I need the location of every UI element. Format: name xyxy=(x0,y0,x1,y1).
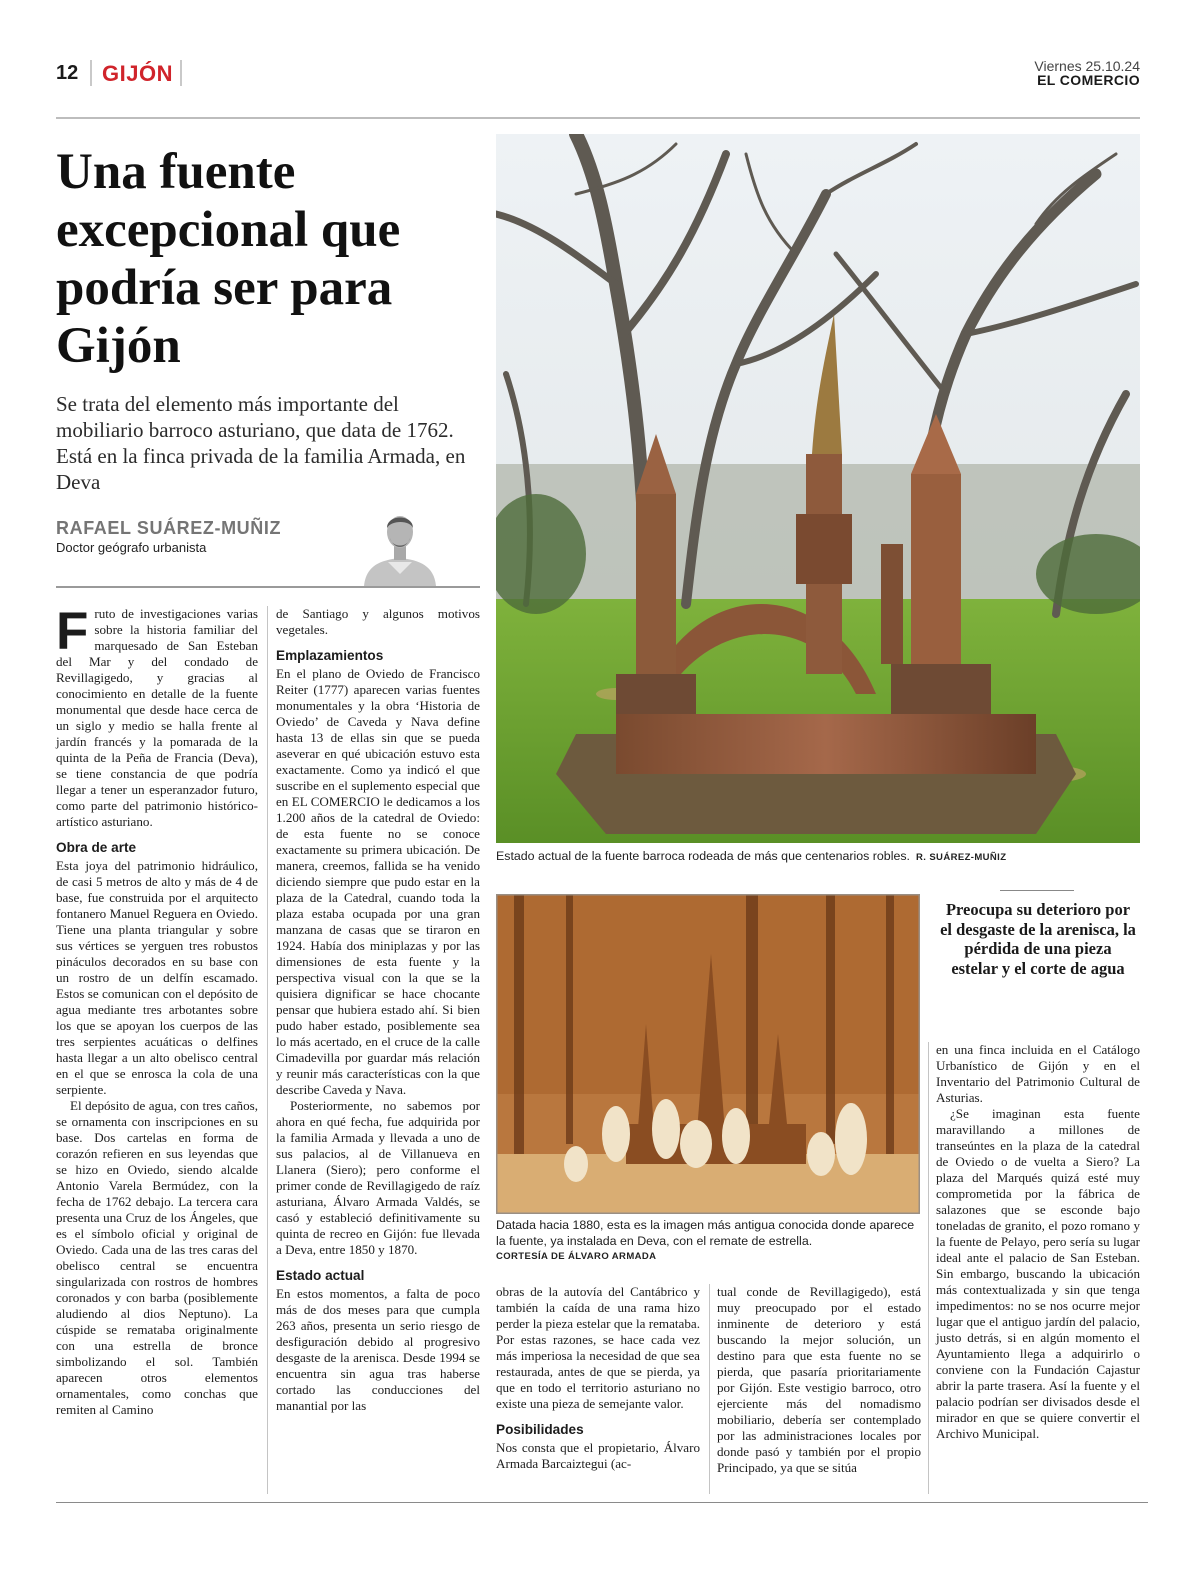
body-column-5 xyxy=(936,1042,1140,1442)
drop-cap: F xyxy=(56,602,89,661)
body-paragraph: obras de la autovía del Cantábrico y también la caída de una rama hizo perder la pieza estelar que la remataba. Por estas razones, se hace cada vez más imperiosa la necesidad de que sea restaurada, antes de que se pierda, ya que en todo el territorio asturiano no existe una pieza de semejante valor. xyxy=(496,1284,700,1411)
header-rule xyxy=(56,117,1140,119)
author-photo xyxy=(358,502,442,586)
paragraph-text: ruto de investigaciones varias sobre la historia familiar del marquesado de San Esteban del Mar y del condado de Revillagigedo, y gracias al conocimiento en detalle de la fuente monumental que desde hace cerca de un siglo y medio se halla frente al jardín francés y la pomarada de la quinta de la Peña de Francia (Deva), se tiene constancia de que podría llegar a tener un esperanzador futuro, como parte del patrimonio histórico-artístico asturiano. xyxy=(56,606,258,829)
pull-quote: Preocupa su deterioro por el desgaste de la arenisca, la pérdida de una pieza estelar y el corte de agua xyxy=(940,900,1136,978)
section-name: GIJÓN xyxy=(102,61,173,86)
body-paragraph: Posteriormente, no sabemos por ahora en qué fecha, fue adquirida por la familia Armada y llevada a uno de sus palacios, al de Villanueva en Llanera (Siero); pero conforme el primer conde de Revillagigedo de raíz asturiana, Álvaro Armada Valdés, se casó y estableció definitivamente su quinta de recreo en Gijón: fue llevada a Deva, entre 1850 y 1870. xyxy=(276,1098,480,1257)
subheadline: Se trata del elemento más importante del mobiliario barroco asturiano, que data de 1762. Está en la finca privada de la familia Armada, en Deva xyxy=(56,392,466,494)
body-paragraph: Esta joya del patrimonio hidráulico, de casi 5 metros de alto y más de 4 de base, fue construida por el arquitecto fontanero Manuel Reguera en Oviedo. Tiene una planta triangular y sobre sus vértices se yerguen tres robustos pináculos decorados en su base con un rostro de un delfín escamado. Estos se comunican con el depósito de agua mediante tres arbotantes sobre los que se apoyan los cuerpos de las tres serpientes acuáticas o delfines hasta llegar a un alto obelisco central en el que se enrosca la cola de una serpiente. xyxy=(56,858,258,1097)
body-column-1 xyxy=(56,602,258,1418)
body-paragraph: tual conde de Revillagigedo), está muy preocupado por el estado inminente de deterioro y está buscando la mejor solución, un destino para que esta fuente no se pierda, que pasaría prioritariamente por Gijón. Este vestigio barroco, otro ejerciente más del nomadismo mobiliario, debería ser contemplado por las administraciones locales por donde pasó y también por el propio Principado, ya que se sitúa xyxy=(717,1284,921,1475)
author-name: RAFAEL SUÁREZ-MUÑIZ xyxy=(56,518,282,538)
column-rule xyxy=(267,606,268,1494)
header-divider xyxy=(180,60,182,86)
fountain-photo xyxy=(496,134,1140,843)
pull-quote-rule xyxy=(1000,890,1074,891)
photo-credit: CORTESÍA DE ÁLVARO ARMADA xyxy=(496,1251,657,1262)
body-paragraph xyxy=(56,602,258,830)
historic-photo-caption xyxy=(496,1218,920,1265)
newspaper-name: EL COMERCIO xyxy=(1037,72,1140,88)
issue-date: Viernes 25.10.24 xyxy=(1034,58,1140,74)
body-paragraph: Nos consta que el propietario, Álvaro Armada Barcaiztegui (ac- xyxy=(496,1440,700,1471)
page-header xyxy=(56,56,1140,96)
caption-text: Estado actual de la fuente barroca rodeada de más que centenarios robles. xyxy=(496,849,910,863)
column-rule xyxy=(709,1284,710,1494)
headline: Una fuente excepcional que podría ser para Gijón xyxy=(56,144,401,374)
main-photo-caption xyxy=(496,849,1140,863)
author-title: Doctor geógrafo urbanista xyxy=(56,540,207,555)
header-divider xyxy=(90,60,92,86)
bottom-rule xyxy=(56,1502,1148,1503)
photo-credit: R. SUÁREZ-MUÑIZ xyxy=(915,852,1007,863)
body-paragraph: en una finca incluida en el Catálogo Urbanístico de Gijón y en el Inventario del Patrimonio Cultural de Asturias. xyxy=(936,1042,1140,1105)
body-column-2 xyxy=(276,606,480,1414)
subheading-emplazamientos: Emplazamientos xyxy=(276,648,384,663)
body-column-3 xyxy=(496,1284,700,1472)
column-rule xyxy=(928,1042,929,1494)
page-number: 12 xyxy=(56,62,79,84)
subheading-obra-de-arte: Obra de arte xyxy=(56,840,137,855)
body-paragraph: ¿Se imaginan esta fuente maravillando a millones de transeúntes en la plaza de la catedral de Oviedo o de vuelta a Siero? La plaza del Marqués quizá esté muy comprometida por la fábrica de salazones que se esconde bajo toneladas de granito, el pozo romano y la fuente de Pelayo, pero sería su lugar ideal ante el palacio de San Esteban. Sin embargo, buscando la ubicación más contextualizada y sin que tenga impedimentos: no se nos ocurre mejor lugar que el antiguo jardín del palacio, justo detrás, si en algún momento el Ayuntamiento llega a adquirirlo o conviene con la Fundación Cajastur abrir la parte trasera. Así la fuente y el palacio podrían ser divisados desde el mirador en que se quiere convertir el Archivo Municipal. xyxy=(936,1106,1140,1441)
body-paragraph: de Santiago y algunos motivos vegetales. xyxy=(276,606,480,637)
historic-photo xyxy=(496,894,920,1214)
author-rule xyxy=(56,586,480,588)
body-paragraph: En el plano de Oviedo de Francisco Reiter (1777) aparecen varias fuentes monumentales y la obra ‘Historia de Oviedo’ de Caveda y Nava define hasta 13 de ellas sin que se pueda aseverar en qué ubicación estuvo esta exactamente. Como ya indicó el que suscribe en el suplemento especial que en EL COMERCIO le dedicamos a los 1.200 años de la catedral de Oviedo: de esta fuente no se conoce exactamente su primera ubicación. De manera, creemos, fallida se ha venido diciendo siempre que pudo estar en la plaza de la Catedral, cuando toda la plaza estaba ocupada por una gran manzana de casas que se tiraron en 1924. Había dos miniplazas y por las dimensiones de esta fuente y la perspectiva visual con la que se la quisiera dignificar se hace chocante pensar que hubiera estado ahí. Si bien pudo haber estado, posiblemente sea lo más acertado, en el cruce de la calle Cimadevilla por guardar más relación y reunir más características con la que describe Caveda y Nava. xyxy=(276,666,480,1097)
subheading-posibilidades: Posibilidades xyxy=(496,1422,584,1437)
caption-text: Datada hacia 1880, esta es la imagen más antigua conocida donde aparece la fuente, ya instalada en Deva, con el remate de estrella. xyxy=(496,1218,915,1248)
body-paragraph: El depósito de agua, con tres caños, se ornamenta con inscripciones en su base. Dos cartelas en forma de corazón refieren en sus leyendas que se hizo en Oviedo, siendo alcalde Antonio Varela Bermúdez, con la fecha de 1762 debajo. La tercera cara presenta una Cruz de los Ángeles, que es el símbolo oficial y original de Oviedo. Cada una de las tres caras del obelisco central se encuentra singularizada con rostros de hombres coronados y con barba (posiblemente aludiendo al dios Neptuno). La cúspide se remataba originalmente con una estrella de bronce simbolizando el sol. También aparecen otros elementos ornamentales, como conchas que remiten al Camino xyxy=(56,1098,258,1417)
body-paragraph: En estos momentos, a falta de poco más de dos meses para que cumpla 263 años, presenta un serio riesgo de desfiguración debido al progresivo desgaste de la arenisca. Desde 1994 se encuentra sin agua tras haberse cortado las conducciones del manantial por las xyxy=(276,1286,480,1413)
body-column-4 xyxy=(717,1284,921,1476)
subheading-estado-actual: Estado actual xyxy=(276,1268,365,1283)
